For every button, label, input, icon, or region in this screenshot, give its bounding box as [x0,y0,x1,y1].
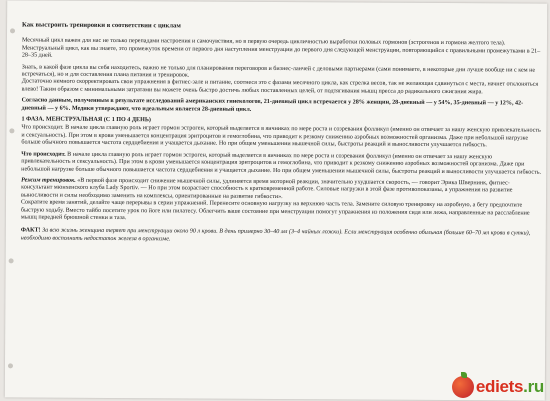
training-mode-label: Режим тренировок. [21,177,76,184]
fact-label: ФАКТ! [20,227,41,234]
binder-hole [9,258,14,263]
binder-hole [10,28,15,33]
what-happens-label: Что происходит. [21,151,66,158]
binder-holes [8,8,16,388]
stats-paragraph: Согласно данным, полученным в результате исследований американских гинекологов, 21-дневный цикл встречается у 28% женщин, 28-дневный — у 54%, 35-дневный — у 12%, 42-дневный — у 6%. Медики утверждают, что идеальным является 28-дневный цикл. [21,97,524,113]
document-title: Как выстроить тренировки в соответствии с циклам [22,21,181,30]
what-happens-paragraph-repeat [21,151,541,176]
binder-hole [8,363,13,368]
training-mode-text: «В первой фазе происходит снижение мышечной силы, удлиняется время моторной реакции, значительно ухудшается скорость, — говорит Эрика Швернинк, фитнес-консультант мюнхенского клуба Lady Sportiv. — Но при этом возрастает способность к кратковременной работе. Силовые нагрузки в этой фазе противопоказаны, а упражнения на развитие выносливости и силы необходимо заменить на комплексы, ориентированные на развитие гибкости». [21,177,513,200]
document-body [21,21,542,249]
what-happens-paragraph: Что происходит. В начале цикла главную роль играет гормон эстроген, который выделяется в яичниках по мере роста и созревания фолликул (именно он отвечает за нашу женскую привлекательность и сексуальность). При этом в крови уменьшается концентрация эритроцитов и гемоглобина, что приводит к резкому снижению аэробных возможностей организма. Даже при небольшой нагрузке больше обычного повышается частота сердцебиения и учащается дыхание. Но при общем уменьшении мышечной силы, быстроты реакций и выносливости улучшается гибкость. [21,124,541,149]
what-happens-text: В начале цикла главную роль играет гормон эстроген, который выделяется в яичниках по мере роста и созревания фолликул (именно он отвечает за нашу женскую привлекательность и сексуальность). При этом в крови уменьшается концентрация эритроцитов и гемоглобина, что приводит к резкому снижению аэробных возможностей организма. Даже при небольшой нагрузке больше обычного повышается частота сердцебиения и учащается дыхание. Но при общем уменьшении мышечной силы, быстроты реакций и выносливости улучшается гибкость. [21,151,542,176]
fact-text: За всю жизнь женщина теряет при менструации около 90 л крови. В день примерно 30–40 мл (3–4 чайных ложки). Если менструация особенно обильная (больше 60–70 мл крови в сутки), необходимо восполнить недостаток железа в организме. [20,227,531,243]
intro-paragraph: Месячный цикл важен для нас не только перепадами настроения и самочувствия, но в первую очередь цикличностью выработки половых гормонов (эстрогенов и гормона желтого тела). Менструальный цикл, как вы знаете, это промежуток времени от первого дня наступления менструации до первого дня следующей менструации, повторяющийся с правильными промежутками в 21–28–35 дней. [21,37,541,59]
training-tips-paragraph: Сократите время занятий, делайте чаще перерывы в серии упражнений. Перенесите основную нагрузку на верхнюю часть тела. Замените силовую тренировку на аэробную, а бегу предпочтите быструю ходьбу. Вместо тайбо посетите урок по йоге или пилатесу. Облегчить ваше состояние при менструации помогут упражнения из положения сидя или лежа, направленные на расслабление мышц передней брюшной стенки и таза. [20,199,530,222]
binder-hole [9,128,14,133]
apple-icon [452,376,474,398]
document-page [5,0,547,400]
fact-paragraph [21,228,541,246]
adjustment-paragraph: Достаточно немного скорректировать свои упражнения в фитнес-зале и питание, соотнеся это с фазами месячного цикла, как стрелка весов, так не желающая сдвинуться с места, начнет отклоняться влево! Таким образом с минимальными затратами вы можете очень быстро достичь любых поставленных целей, от подтягивания мышц пресса до радикального сжигания жира. [21,78,539,96]
site-watermark [452,376,544,398]
watermark-text: ediets.ru [475,377,544,396]
phase-awareness-paragraph: Знать, в какой фазе цикла вы себя находитесь, важно не только для планирования переговоров и бизнес-ланчей с деловыми партнерами (сами понимаете, в некоторые дни лучше вообще ни с кем не встречаться), но и для составления плана питания и тренировок. [21,64,536,79]
phase-heading: 1 ФАЗА. МЕНСТРУАЛЬНАЯ (С 1 ПО 4 ДЕНЬ) [21,116,151,124]
